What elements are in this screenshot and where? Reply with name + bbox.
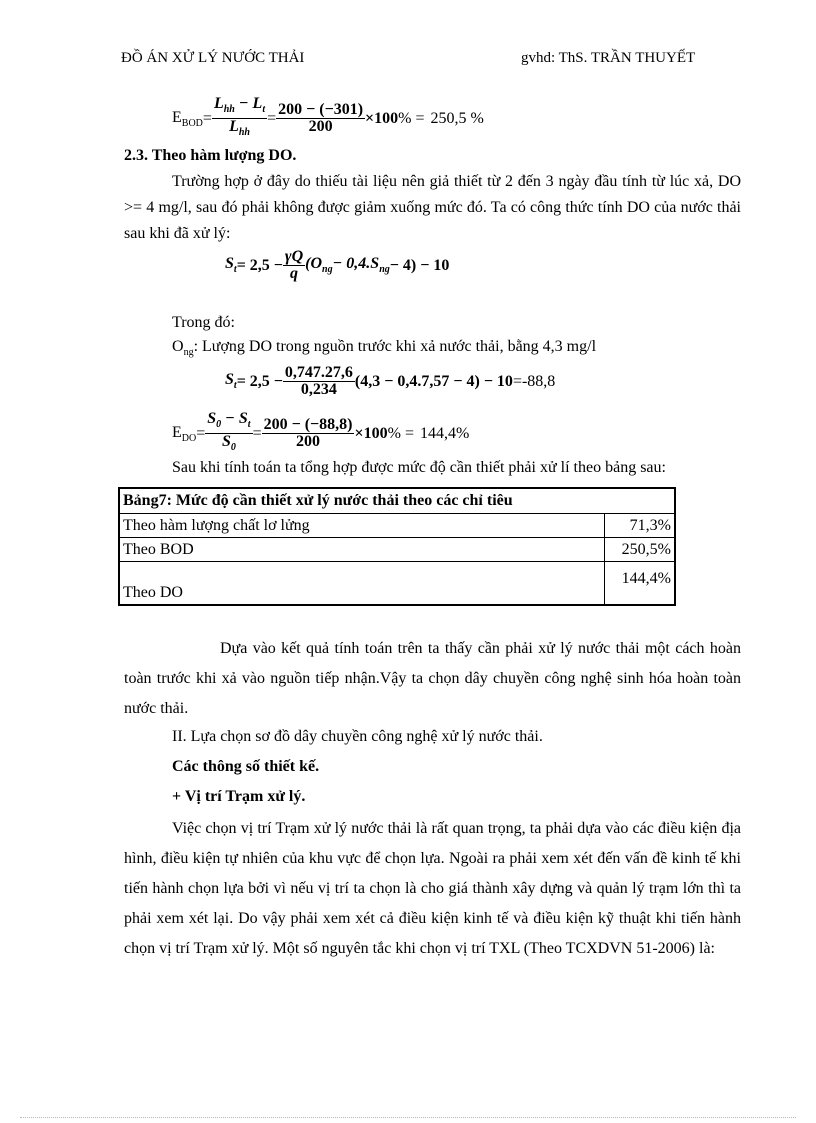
paragraph-site: Việc chọn vị trí Trạm xử lý nước thải là rất quan trọng, ta phải dựa vào các điều kiện địa hình, điều kiện tự nhiên của khu vực để chọn lựa. Ngoài ra phải xem xét đến vấn đề kinh tế khi tiến hành chọn lựa bởi vì nếu vị trí ta chọn là cho giá thành xây dựng và quản lý trạm lớn thì ta phải xem xét lại. Do vậy phải xem xét cả điều kiện kinh tế và điều kiện kỹ thuật khi tiến hành chọn vị trí Trạm xử lý. Một số nguyên tắc khi chọn vị trí TXL (Theo TCXDVN 51-2006) là: [124, 820, 741, 957]
header-title: ĐỒ ÁN XỬ LÝ NƯỚC THẢI [121, 50, 305, 66]
heading-params: Các thông số thiết kế. [172, 758, 320, 775]
equation-st-numeric: $S_t$ = 2,5 − $\frac{0,747.27,6}{0,234}$ (4,3 − 0,4.7,57 − 4) − 10 = -88,8 [225, 364, 556, 398]
treatment-table [118, 487, 676, 605]
table-cell-value: 250,5% [605, 538, 676, 562]
ebod-fraction-symbolic: $\frac{L_{hh} - L_t}{L_{hh}}$ [213, 95, 266, 139]
ebod-result: 250,5 % [430, 109, 484, 127]
where-label: Trong đó: [172, 314, 235, 331]
heading-ii: II. Lựa chọn sơ đồ dây chuyền công nghệ xử lý nước thải. [172, 728, 543, 745]
where-ong: $O_{ng}$: Lượng DO trong nguồn trước khi xả nước thải, bằng 4,3 mg/l [172, 338, 597, 359]
section-heading: 2.3. Theo hàm lượng DO. [124, 147, 297, 164]
ebod-percent: % = [398, 109, 425, 127]
heading-site: + Vị trí Trạm xử lý. [172, 788, 306, 805]
edo-fraction-numeric: $\frac{200 - (-88,8)}{200}$ [263, 416, 353, 451]
equation-st: $S_t$ = 2,5 − $\frac{\gamma Q}{q}$ ($O_{ng}$ − $0,4.S_{ng}$ − 4) − 10 [225, 248, 450, 282]
ebod-fraction-numeric: $\frac{200 - (-301)}{200}$ [278, 101, 364, 136]
ebod-lhs: $E_{BOD}$ [172, 108, 203, 129]
header-supervisor: gvhd: ThS. TRẦN THUYẾT [521, 50, 696, 66]
st-fraction: $\frac{\gamma Q}{q}$ [284, 248, 304, 282]
footer-dotted-line [20, 1117, 796, 1118]
table-cell-value: 144,4% [605, 562, 676, 605]
paragraph-conclusion: Dựa vào kết quả tính toán trên ta thấy cần phải xử lý nước thải một cách hoàn toàn trước khi xả vào nguồn tiếp nhận.Vậy ta chọn dây chuyền công nghệ sinh hóa hoàn toàn nước thải. [124, 640, 741, 717]
table-row [119, 562, 676, 605]
table-cell-label: Theo BOD [119, 538, 605, 562]
st-result: -88,8 [521, 372, 556, 390]
st-numeric-fraction: $\frac{0,747.27,6}{0,234}$ [284, 364, 353, 398]
ebod-equals: = [202, 109, 212, 127]
table-row [119, 538, 676, 562]
paragraph-do-intro: Trường hợp ở đây do thiếu tài liệu nên giả thiết từ 2 đến 3 ngày đầu tính từ lúc xả, DO >= 4 mg/l, sau đó phải không được giảm xuống mức đó. Ta có công thức tính DO của nước thải sau khi đã xử lý: [124, 173, 741, 242]
ebod-equals-2: = [267, 109, 277, 127]
ebod-times: ×100 [365, 109, 399, 127]
equation-edo: $E_{DO}$ = $\frac{S_0 - S_t}{S_0}$ = $\frac{200 - (-88,8)}{200}$ ×100 % = 144,4% [172, 411, 469, 456]
table-cell-label: Theo DO [119, 562, 605, 605]
equation-ebod [172, 96, 484, 141]
edo-result: 144,4% [419, 424, 470, 442]
summary-line: Sau khi tính toán ta tổng hợp được mức độ cần thiết phải xử lí theo bảng sau: [172, 459, 666, 476]
table-cell-value: 71,3% [605, 514, 676, 538]
table-title: Bảng7: Mức độ cần thiết xử lý nước thải theo các chỉ tiêu [119, 488, 676, 514]
table-row [119, 514, 676, 538]
edo-fraction-symbolic: $\frac{S_0 - S_t}{S_0}$ [207, 410, 251, 454]
table-cell-label: Theo hàm lượng chất lơ lửng [119, 514, 605, 538]
